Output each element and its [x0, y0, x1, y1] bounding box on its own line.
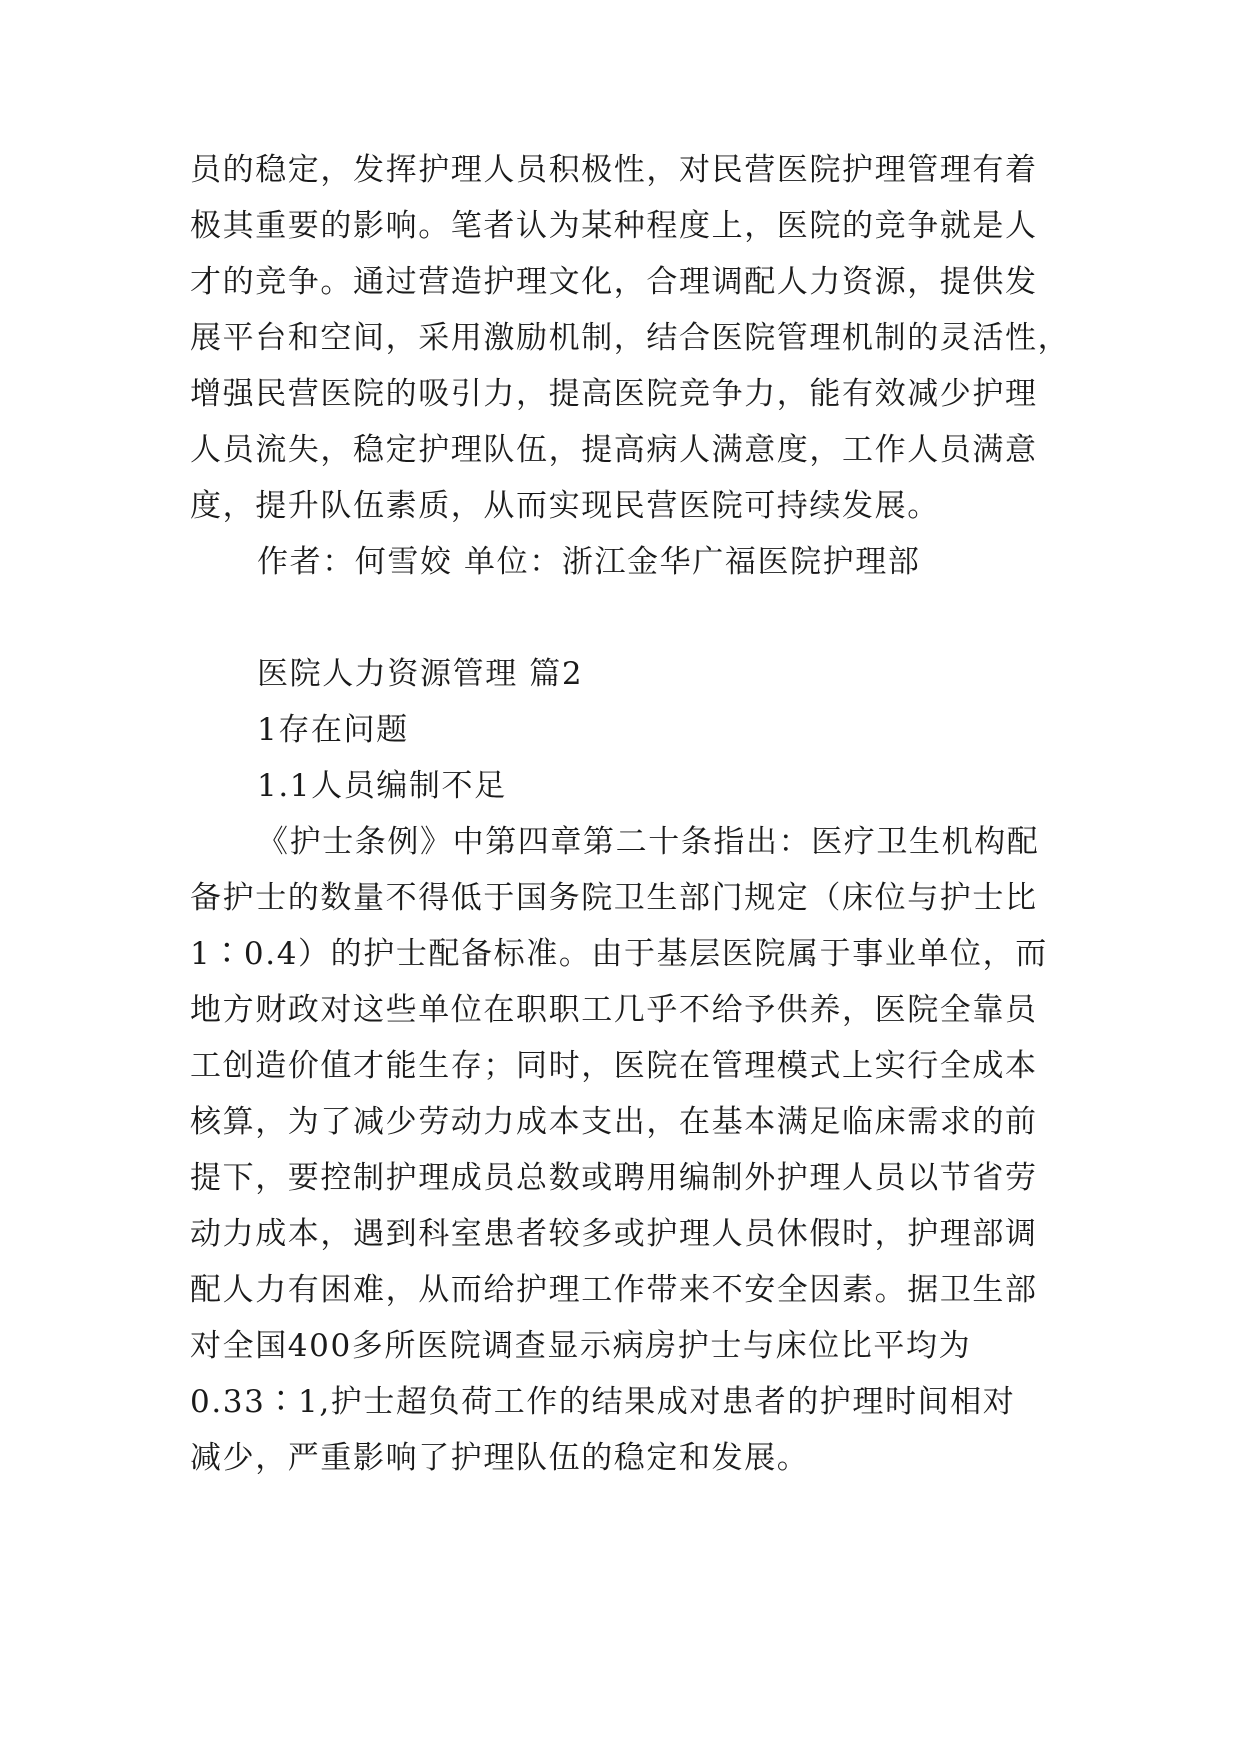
paragraph-line: 《护士条例》中第四章第二十条指出：医疗卫生机构配 — [257, 824, 1040, 860]
paragraph-line: 配人力有困难，从而给护理工作带来不安全因素。据卫生部 — [190, 1272, 1038, 1308]
paragraph-line: 极其重要的影响。笔者认为某种程度上，医院的竞争就是人 — [190, 208, 1038, 244]
paragraph-line: 对全国400多所医院调查显示病房护士与床位比平均为 — [190, 1328, 972, 1364]
paragraph-line: 核算，为了减少劳动力成本支出，在基本满足临床需求的前 — [190, 1104, 1038, 1140]
paragraph-line: 1∶0.4）的护士配备标准。由于基层医院属于事业单位，而 — [190, 936, 1048, 972]
paragraph-line: 才的竞争。通过营造护理文化，合理调配人力资源，提供发 — [190, 264, 1038, 300]
paragraph-line: 展平台和空间，采用激励机制，结合医院管理机制的灵活性， — [190, 320, 1071, 356]
paragraph-line: 减少，严重影响了护理队伍的稳定和发展。 — [190, 1440, 810, 1476]
heading-level-1: 1存在问题 — [257, 712, 409, 748]
heading-level-2: 1.1人员编制不足 — [257, 768, 507, 804]
paragraph-line: 员的稳定，发挥护理人员积极性，对民营医院护理管理有着 — [190, 152, 1038, 188]
paragraph-line: 增强民营医院的吸引力，提高医院竞争力，能有效减少护理 — [190, 376, 1038, 412]
paragraph-line: 动力成本，遇到科室患者较多或护理人员休假时，护理部调 — [190, 1216, 1038, 1252]
paragraph-line: 人员流失，稳定护理队伍，提高病人满意度，工作人员满意 — [190, 432, 1038, 468]
paragraph-line: 地方财政对这些单位在职职工几乎不给予供养，医院全靠员 — [190, 992, 1038, 1028]
section-title: 医院人力资源管理 篇2 — [257, 656, 584, 692]
paragraph-line: 提下，要控制护理成员总数或聘用编制外护理人员以节省劳 — [190, 1160, 1038, 1196]
paragraph-line: 备护士的数量不得低于国务院卫生部门规定（床位与护士比 — [190, 880, 1038, 916]
paragraph-line: 度，提升队伍素质，从而实现民营医院可持续发展。 — [190, 488, 940, 524]
paragraph-line: 工创造价值才能生存；同时，医院在管理模式上实行全成本 — [190, 1048, 1038, 1084]
author-line: 作者：何雪姣 单位：浙江金华广福医院护理部 — [257, 544, 921, 580]
paragraph-line: 0.33∶1,护士超负荷工作的结果成对患者的护理时间相对 — [190, 1384, 1016, 1420]
